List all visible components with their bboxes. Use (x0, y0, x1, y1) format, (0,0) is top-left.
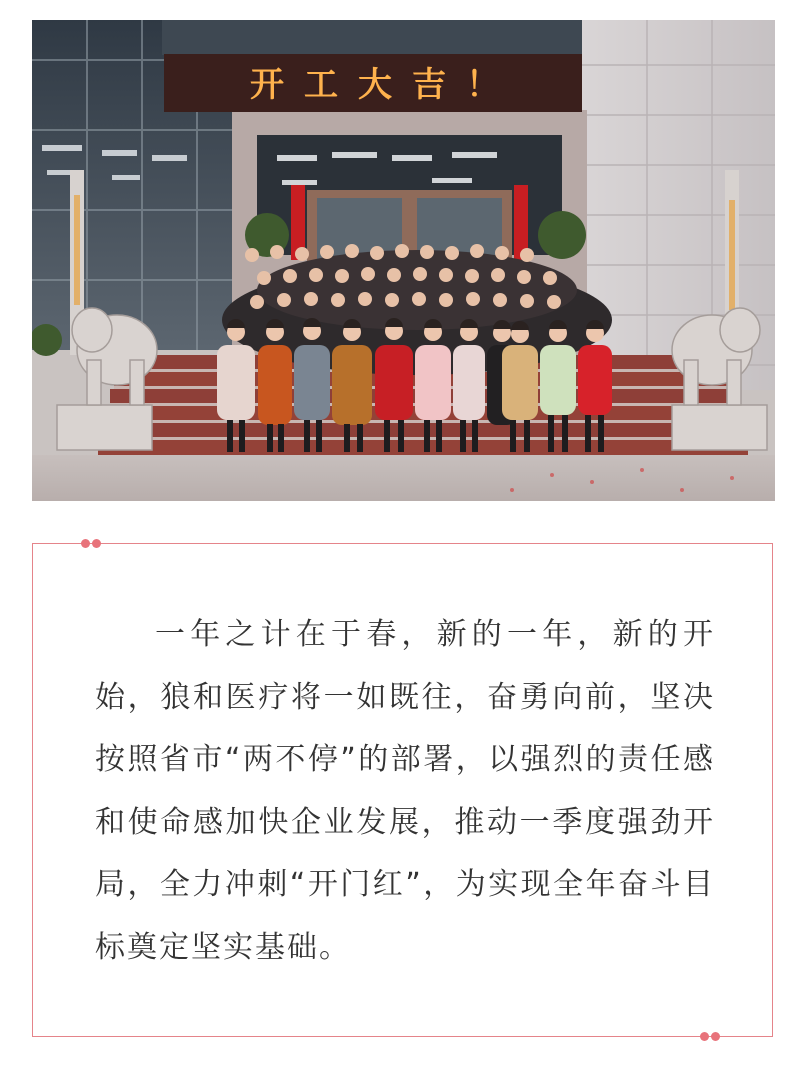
text-card (32, 543, 773, 1037)
article-paragraph: 一年之计在于春，新的一年，新的开始，狼和医疗将一如既往，奋勇向前，坚决按照省市“两不停”的部署，以强烈的责任感和使命感加快企业发展，推动一季度强劲开局，全力冲刺“开门红”，为实现全年奋斗目标奠定坚实基础。 (95, 617, 715, 965)
group-photo-image (32, 20, 775, 501)
group-photo (32, 20, 775, 501)
decor-dots-top-icon (81, 539, 101, 548)
sign-text: 开工大吉！ (250, 65, 520, 105)
decor-dots-bottom-icon (700, 1032, 720, 1041)
